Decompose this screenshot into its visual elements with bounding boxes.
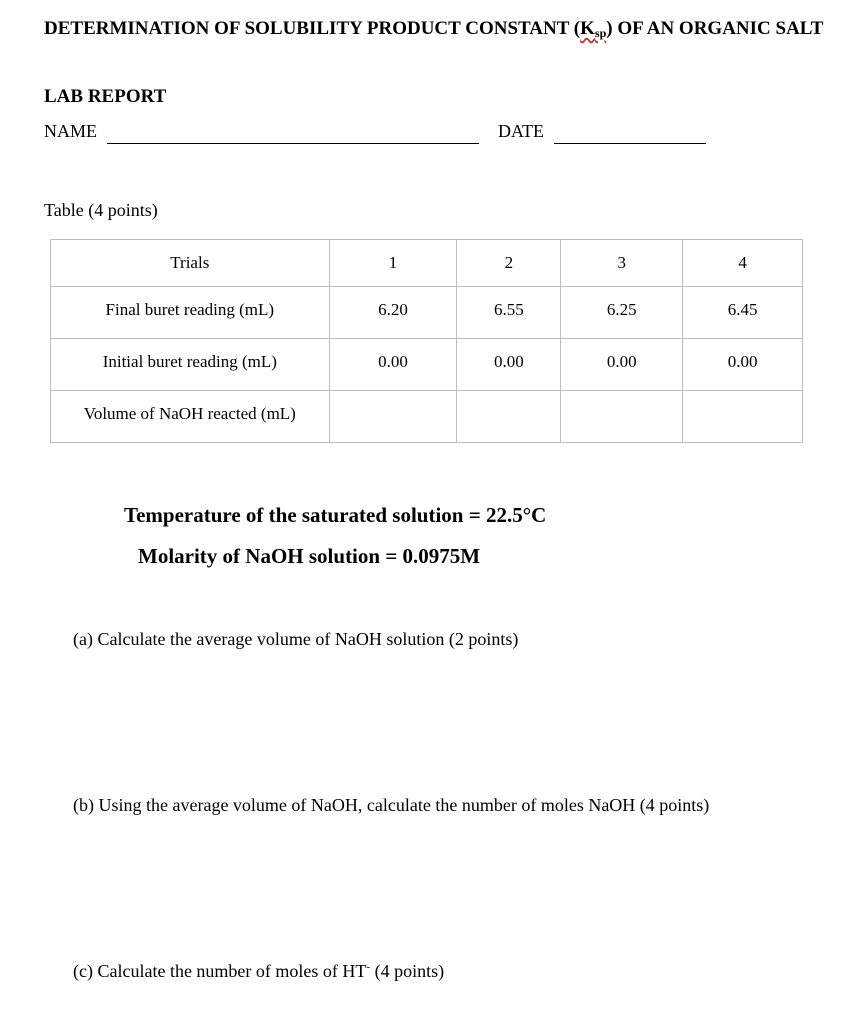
table-cell: 0.00 bbox=[683, 339, 803, 391]
table-row bbox=[51, 339, 803, 391]
row-label: Final buret reading (mL) bbox=[51, 287, 330, 339]
table-row bbox=[51, 391, 803, 443]
question-b: (b) Using the average volume of NaOH, calculate the number of moles NaOH (4 points) bbox=[73, 795, 710, 815]
table-cell-empty[interactable] bbox=[457, 391, 561, 443]
table-header-cell: 4 bbox=[683, 240, 803, 287]
temperature-note: Temperature of the saturated solution = 22.5°C bbox=[124, 503, 547, 527]
table-cell: 6.45 bbox=[683, 287, 803, 339]
titration-data-table bbox=[50, 239, 803, 443]
name-label: NAME bbox=[44, 121, 97, 141]
table-header-cell: 1 bbox=[329, 240, 457, 287]
lab-report-heading: LAB REPORT bbox=[44, 86, 167, 107]
table-cell: 6.25 bbox=[561, 287, 683, 339]
table-cell: 0.00 bbox=[561, 339, 683, 391]
date-label: DATE bbox=[498, 121, 544, 141]
molarity-note: Molarity of NaOH solution = 0.0975M bbox=[138, 544, 481, 568]
table-cell: 0.00 bbox=[329, 339, 457, 391]
question-a: (a) Calculate the average volume of NaOH solution (2 points) bbox=[73, 629, 519, 649]
document-title: DETERMINATION OF SOLUBILITY PRODUCT CONSTANT $(K_{sp})$ OF AN ORGANIC SALT bbox=[44, 18, 824, 40]
table-header-cell: Trials bbox=[51, 240, 330, 287]
table-header-row bbox=[51, 240, 803, 287]
table-cell: 6.20 bbox=[329, 287, 457, 339]
table-cell-empty[interactable] bbox=[683, 391, 803, 443]
name-input-line[interactable] bbox=[107, 143, 479, 144]
row-label: Volume of NaOH reacted (mL) bbox=[51, 391, 330, 443]
table-cell: 0.00 bbox=[457, 339, 561, 391]
date-input-line[interactable] bbox=[554, 143, 706, 144]
table-header-cell: 3 bbox=[561, 240, 683, 287]
row-label: Initial buret reading (mL) bbox=[51, 339, 330, 391]
table-cell-empty[interactable] bbox=[561, 391, 683, 443]
table-row bbox=[51, 287, 803, 339]
table-cell: 6.55 bbox=[457, 287, 561, 339]
table-caption: Table (4 points) bbox=[44, 200, 158, 220]
table-header-cell: 2 bbox=[457, 240, 561, 287]
question-c: (c) Calculate the number of moles of HT- (4 points) bbox=[73, 961, 445, 981]
ksp-symbol: $K_{sp}$ bbox=[580, 18, 607, 40]
table-cell-empty[interactable] bbox=[329, 391, 457, 443]
